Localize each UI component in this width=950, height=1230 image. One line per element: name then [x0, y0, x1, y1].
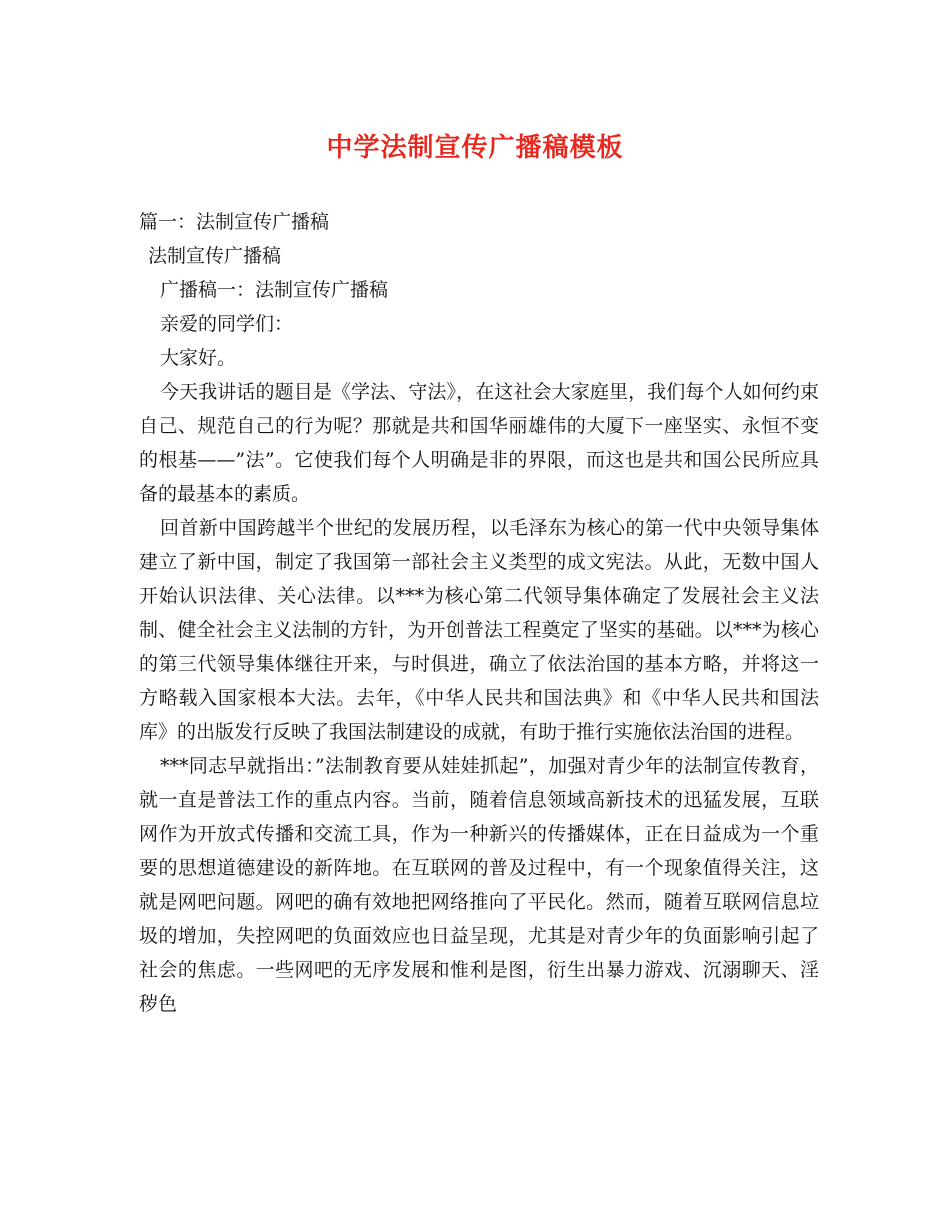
paragraph-3: ***同志早就指出：”法制教育要从娃娃抓起”，加强对青少年的法制宣传教育，就一直是普法工作的重点内容。当前，随着信息领域高新技术的迅猛发展，互联网作为开放式传播和交流工具，作为一种新兴的传播媒体，正在日益成为一个重要的思想道德建设的新阵地。在互联网的普及过程中，有一个现象值得关注，这就是网吧问题。网吧的确有效地把网络推向了平民化。然而，随着互联网信息垃圾的增加，失控网吧的负面效应也日益呈现，尤其是对青少年的负面影响引起了社会的焦虑。一些网吧的无序发展和惟利是图，衍生出暴力游戏、沉溺聊天、淫秽色 — [139, 755, 819, 1015]
section-heading: 篇一：法制宣传广播稿 — [139, 211, 330, 233]
paragraph-2: 回首新中国跨越半个世纪的发展历程，以毛泽东为核心的第一代中央领导集体建立了新中国，制定了我国第一部社会主义类型的成文宪法。从此，无数中国人开始认识法律、关心法律。以***为核心第二代领导集体确定了发展社会主义法制、健全社会主义法制的方针，为开创普法工程奠定了坚实的基础。以***为核心的第三代领导集体继往开来，与时俱进，确立了依法治国的基本方略，并将这一方略载入国家根本大法。去年，《中华人民共和国法典》和《中华人民共和国法库》的出版发行反映了我国法制建设的成就，有助于推行实施依法治国的进程。 — [139, 517, 819, 743]
paragraph-1: 今天我讲话的题目是《学法、守法》，在这社会大家庭里，我们每个人如何约束自己、规范自己的行为呢？那就是共和国华丽雄伟的大厦下一座坚实、永恒不变的根基——”法”。它使我们每个人明确是非的界限，而这也是共和国公民所应具备的最基本的素质。 — [139, 381, 819, 505]
subsection-heading: 法制宣传广播稿 — [148, 245, 282, 267]
document-title: 中学法制宣传广播稿模板 — [326, 133, 624, 163]
hello-line: 大家好。 — [160, 347, 237, 369]
document-body — [139, 205, 819, 1021]
script-heading: 广播稿一：法制宣传广播稿 — [160, 279, 389, 301]
greeting-line: 亲爱的同学们： — [160, 313, 294, 335]
